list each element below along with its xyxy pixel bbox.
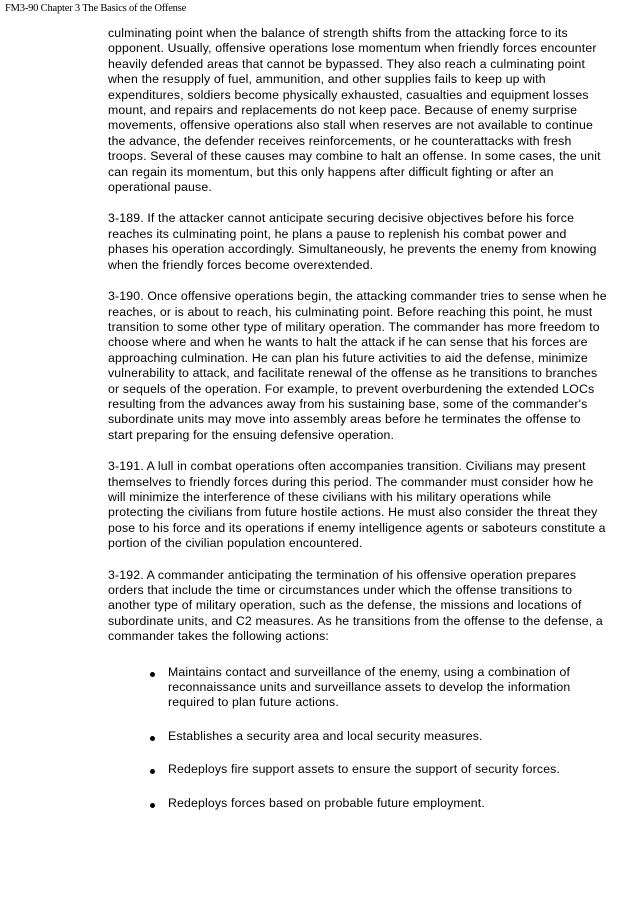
page-header: FM3-90 Chapter 3 The Basics of the Offense [5, 3, 187, 14]
bullet-icon [150, 736, 155, 741]
list-item-text: Redeploys forces based on probable future employment. [168, 795, 485, 810]
list-item [108, 796, 608, 811]
bullet-icon [150, 803, 155, 808]
paragraph-3-189: 3-189. If the attacker cannot anticipate securing decisive objectives before his force reaches its culminating point, he plans a pause to replenish his combat power and phases his operation accordingly. Simultaneously, he prevents the enemy from knowing when the friendly forces become overextended. [108, 211, 597, 272]
list-item [108, 665, 608, 711]
list-item-text: Redeploys fire support assets to ensure the support of security forces. [168, 762, 561, 777]
list-item [108, 729, 608, 744]
paragraph-3-190: 3-190. Once offensive operations begin, the attacking commander tries to sense when he reaches, or is about to reach, his culminating point. Before reaching this point, he must transition to some other type of military operation. The commander has more freedom to choose where and when he wants to halt the attack if he can sense that his forces are approaching culmination. He can plan his future activities to aid the defense, minimize vulnerability to attack, and facilitate renewal of the offense as he transitions to branches or sequels of the operation. For example, to prevent overburdening the extended LOCs resulting from the advances away from his sustaining base, some of the commander's subordinate units may move into assembly areas before he terminates the offense to start preparing for the ensuing defensive operation. [108, 289, 607, 442]
paragraph-3-191: 3-191. A lull in combat operations often accompanies transition. Civilians may present themselves to friendly forces during this period. The commander must consider how he will minimize the interference of these civilians with his military operations while protecting the civilians from future hostile actions. He must also consider the threat they pose to his force and its operations if enemy intelligence agents or saboteurs constitute a portion of the civilian population encountered. [108, 459, 606, 551]
paragraph-3-192: 3-192. A commander anticipating the termination of his offensive operation prepares orders that include the time or circumstances under which the offense transitions to another type of military operation, such as the defense, the missions and locations of subordinate units, and C2 measures. As he transitions from the offense to the defense, a commander takes the following actions: [108, 567, 603, 644]
list-item [108, 762, 608, 777]
list-item-text: Maintains contact and surveillance of the enemy, using a combination of reconnaissance units and surveillance assets to develop the information required to plan future actions. [168, 664, 571, 710]
document-body [108, 26, 608, 829]
bullet-icon [150, 672, 155, 677]
list-item-text: Establishes a security area and local security measures. [168, 728, 483, 743]
bullet-icon [150, 769, 155, 774]
actions-list [108, 665, 608, 811]
paragraph-continuation: culminating point when the balance of strength shifts from the attacking force to its opponent. Usually, offensive operations lose momentum when friendly forces encounter heavily defended areas that cannot be bypassed. They also reach a culminating point when the resupply of fuel, ammunition, and other supplies fails to keep up with expenditures, soldiers become physically exhausted, casualties and equipment losses mount, and repairs and replacements do not keep pace. Because of enemy surprise movements, offensive operations also stall when reserves are not available to continue the advance, the defender receives reinforcements, or he counterattacks with fresh troops. Several of these causes may combine to halt an offense. In some cases, the unit can regain its momentum, but this only happens after difficult fighting or after an operational pause. [108, 26, 601, 195]
